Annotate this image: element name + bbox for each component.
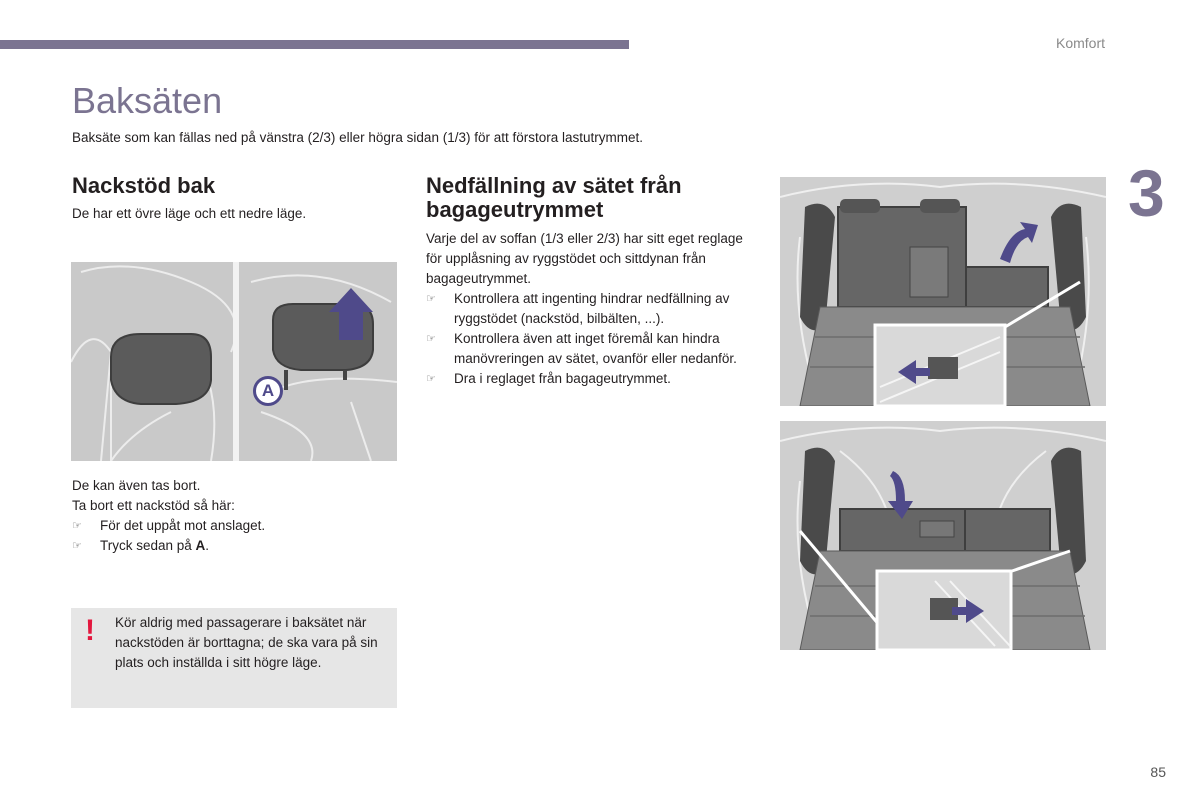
trunk-illustration-cushion — [780, 421, 1106, 650]
list-item: ☞ Kontrollera även att inget föremål kan hindra manövreringen av sätet, ovanför eller nedanför. — [426, 331, 737, 366]
chapter-number: 3 — [1128, 156, 1165, 230]
headrest-heading: Nackstöd bak — [72, 173, 216, 198]
removable-text: De kan även tas bort. — [72, 478, 201, 493]
folding-steps — [426, 289, 756, 389]
intro-text: Baksäte som kan fällas ned på vänstra (2/3) eller högra sidan (1/3) för att förstora lastutrymmet. — [72, 130, 644, 145]
pointing-hand-icon: ☞ — [72, 540, 82, 552]
removal-steps — [72, 516, 402, 556]
removal-intro: Ta bort ett nackstöd så här: — [72, 498, 235, 513]
section-name: Komfort — [1055, 35, 1105, 51]
pointing-hand-icon: ☞ — [72, 520, 82, 532]
list-item: ☞ Dra i reglaget från bagageutrymmet. — [426, 369, 756, 389]
pointing-hand-icon: ☞ — [426, 333, 436, 345]
callout-a-badge: A — [253, 376, 283, 406]
folding-text: Varje del av soffan (1/3 eller 2/3) har sitt eget reglage för upplåsning av ryggstödet och sittdynan från bagageutrymmet. — [426, 231, 743, 286]
pointing-hand-icon: ☞ — [426, 293, 436, 305]
list-item: ☞ Tryck sedan på A. — [72, 536, 402, 556]
folding-heading: Nedfällning av sätet från bagageutrymmet — [426, 173, 682, 223]
list-item: ☞ Kontrollera att ingenting hindrar nedfällning av ryggstödet (nackstöd, bilbälten, ...). — [426, 291, 730, 326]
header-bar — [0, 40, 629, 49]
warning-icon: ! — [85, 614, 95, 647]
list-item: ☞ För det uppåt mot anslaget. — [72, 516, 402, 536]
trunk-illustration-backrest — [780, 177, 1106, 406]
warning-box — [71, 608, 397, 708]
page-title: Baksäten — [72, 80, 223, 121]
pointing-hand-icon: ☞ — [426, 373, 436, 385]
headrest-illustration — [71, 262, 397, 461]
page-number: 85 — [1150, 764, 1166, 780]
headrest-text: De har ett övre läge och ett nedre läge. — [72, 206, 307, 221]
warning-text: Kör aldrig med passagerare i baksätet när nackstöden är borttagna; de ska vara på sin plats och inställda i sitt högre läge. — [115, 615, 378, 670]
